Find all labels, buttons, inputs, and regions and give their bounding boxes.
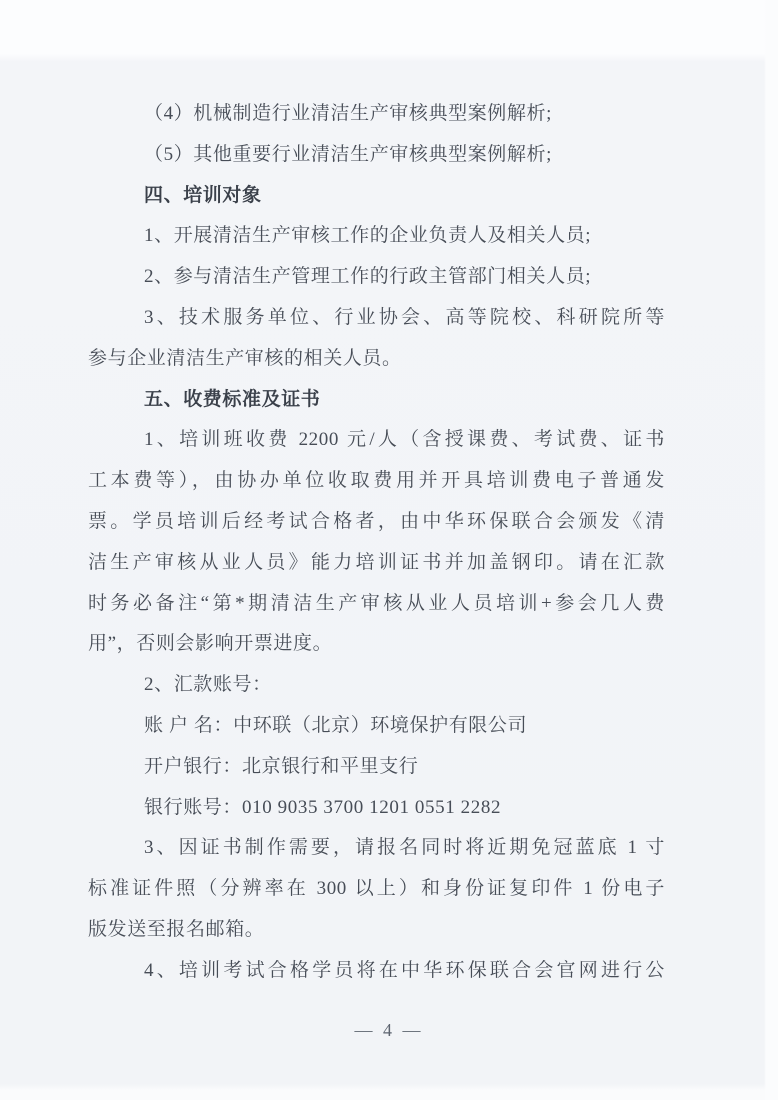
paragraph-fee-line-2: 工本费等），由协办单位收取费用并开具培训费电子普通发	[88, 470, 665, 492]
remittance-account-heading: 2、汇款账号：	[144, 674, 272, 696]
paragraph-photo-line-3: 版发送至报名邮箱。	[88, 918, 265, 940]
list-item-case-5: （5）其他重要行业清洁生产审核典型案例解析;	[144, 143, 552, 165]
section-heading-training-targets: 四、培训对象	[144, 184, 262, 206]
page-number: — 4 —	[354, 1020, 424, 1040]
paragraph-fee-line-5: 时务必备注“第*期清洁生产审核从业人员培训+参会几人费	[88, 592, 665, 614]
paragraph-fee-line-6: 用”，否则会影响开票进度。	[88, 633, 333, 655]
paragraph-fee-line-1: 1、培训班收费 2200 元/人（含授课费、考试费、证书	[144, 429, 665, 451]
bank-branch-line: 开户银行：北京银行和平里支行	[144, 755, 419, 777]
bank-account-number-line: 银行账号：010 9035 3700 1201 0551 2282	[144, 796, 502, 818]
paragraph-photo-line-1: 3、因证书制作需要，请报名同时将近期免冠蓝底 1 寸	[144, 837, 665, 859]
paragraph-fee-line-3: 票。学员培训后经考试合格者，由中华环保联合会颁发《清	[88, 510, 665, 532]
account-name-line: 账 户 名：中环联（北京）环境保护有限公司	[144, 714, 528, 736]
list-item-target-3-line-1: 3、技术服务单位、行业协会、高等院校、科研院所等	[144, 306, 665, 328]
paragraph-publicity-line-1: 4、培训考试合格学员将在中华环保联合会官网进行公	[144, 959, 665, 981]
list-item-target-3-line-2: 参与企业清洁生产审核的相关人员。	[88, 347, 402, 369]
document-body	[88, 94, 665, 992]
list-item-target-1: 1、开展清洁生产审核工作的企业负责人及相关人员;	[144, 225, 592, 247]
list-item-case-4: （4）机械制造行业清洁生产审核典型案例解析;	[144, 103, 552, 124]
list-item-target-2: 2、参与清洁生产管理工作的行政主管部门相关人员;	[144, 266, 592, 288]
section-heading-fees-certificate: 五、收费标准及证书	[144, 388, 321, 410]
paragraph-fee-line-4: 洁生产审核从业人员》能力培训证书并加盖钢印。请在汇款	[88, 551, 665, 573]
paragraph-photo-line-2: 标准证件照（分辨率在 300 以上）和身份证复印件 1 份电子	[88, 878, 665, 900]
